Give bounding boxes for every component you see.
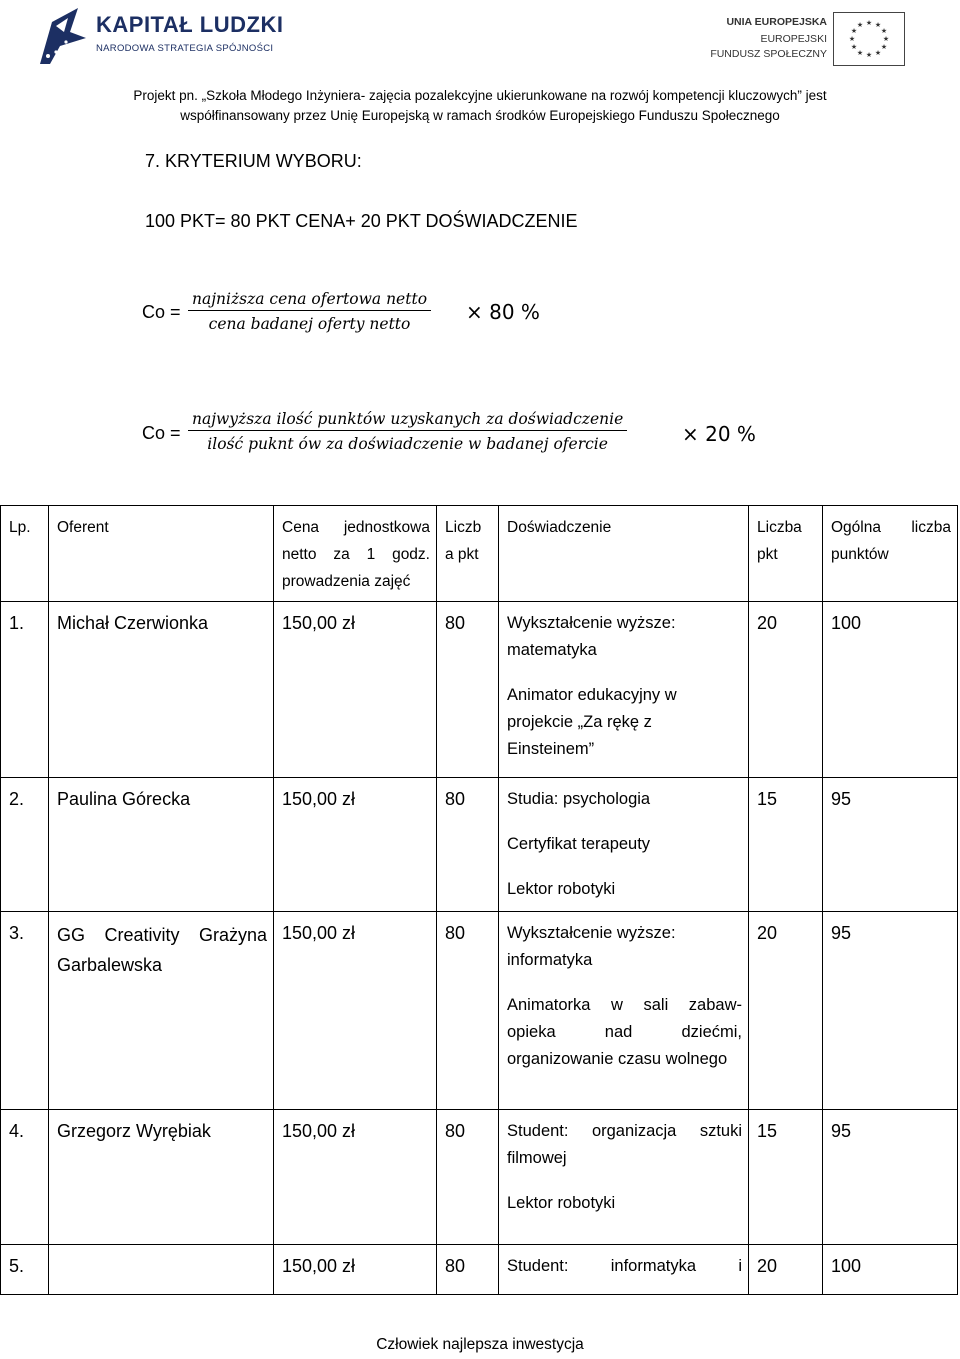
kl-logo-subtitle: NARODOWA STRATEGIA SPÓJNOŚCI [96,43,274,54]
formula-1-multiplier: × 80 % [466,300,540,324]
row-lp: 3. [1,912,49,1110]
row-doswiadczenie [499,1110,749,1245]
row-cena: 150,00 zł [274,1245,437,1295]
row-oferent: Paulina Górecka [49,778,274,912]
row-doswiadczenie [499,602,749,778]
experience-item: Student: informatyka i [507,1257,742,1275]
svg-text:★: ★ [865,51,873,59]
row-lp: 1. [1,602,49,778]
experience-item: Lektor robotyki [507,1194,616,1212]
svg-text:★: ★ [856,21,864,29]
formula-1-numerator: najniższa cena ofertowa netto [192,290,428,308]
header-liczba-pkt-cena: Liczb a pkt [437,506,499,602]
row-pkt-doswiadczenie: 20 [749,1245,823,1295]
header-oferent: Oferent [49,506,274,602]
experience-item: Studia: psychologia [507,790,651,808]
row-oferent: Grzegorz Wyrębiak [49,1110,274,1245]
row-lp: 5. [1,1245,49,1295]
row-pkt-cena: 80 [437,778,499,912]
row-cena: 150,00 zł [274,602,437,778]
project-description-line-1: Projekt pn. „Szkoła Młodego Inżyniera- zajęcia pozalekcyjne ukierunkowane na rozwój kompetencji kluczowych” jest [133,88,827,103]
experience-item: Certyfikat terapeuty [507,835,651,853]
table-row [1,1245,958,1295]
formula-2-lhs: Co = [142,423,181,443]
project-description-line-2: współfinansowany przez Unię Europejską w ramach środków Europejskiego Funduszu Społecznego [180,108,780,123]
svg-text:★: ★ [850,43,858,51]
formula-1-denominator: cena badanej oferty netto [208,315,411,333]
svg-text:★: ★ [882,35,890,43]
eu-logo-line-2: EUROPEJSKI [760,33,827,45]
row-cena: 150,00 zł [274,778,437,912]
row-pkt-doswiadczenie: 20 [749,912,823,1110]
svg-text:★: ★ [880,27,888,35]
svg-text:★: ★ [874,21,882,29]
points-formula: 100 PKT= 80 PKT CENA+ 20 PKT DOŚWIADCZENIE [145,211,578,231]
eu-logo [700,12,915,68]
svg-text:★: ★ [865,19,873,27]
row-suma: 95 [823,778,958,912]
formula-2-multiplier: × 20 % [682,422,756,446]
row-pkt-doswiadczenie: 15 [749,778,823,912]
header-doswiadczenie: Doświadczenie [499,506,749,602]
row-pkt-doswiadczenie: 15 [749,1110,823,1245]
svg-text:★: ★ [874,49,882,57]
eu-logo-line-3: FUNDUSZ SPOŁECZNY [710,48,827,60]
experience-item: Wykształcenie wyższe: matematyka [507,614,676,659]
row-doswiadczenie [499,912,749,1110]
row-oferent: GG Creativity Grażyna Garbalewska [49,912,274,1110]
section-heading: 7. KRYTERIUM WYBORU: [145,151,362,171]
header-lp: Lp. [1,506,49,602]
experience-item: Lektor robotyki [507,880,616,898]
table-row [1,1110,958,1245]
table-header-row [1,506,958,602]
kapital-ludzki-logo [30,2,284,66]
row-suma: 95 [823,912,958,1110]
formula-1-lhs: Co = [142,302,181,322]
row-pkt-cena: 80 [437,912,499,1110]
kl-logo-title: KAPITAŁ LUDZKI [96,12,284,37]
header-cena: Cena jednostkowa netto za 1 godz. prowadzenia zajęć [274,506,437,602]
header-ogolna-liczba-punktow: Ogólna liczba punktów [823,506,958,602]
row-oferent: Michał Czerwionka [49,602,274,778]
row-suma: 100 [823,602,958,778]
svg-text:★: ★ [880,43,888,51]
experience-item: Student: organizacja sztuki filmowej [507,1122,742,1167]
svg-text:★: ★ [848,35,856,43]
eu-logo-line-1: UNIA EUROPEJSKA [726,16,827,28]
row-suma: 95 [823,1110,958,1245]
row-oferent [49,1245,274,1295]
kapital-ludzki-emblem-icon [30,2,92,68]
formula-2-numerator: najwyższa ilość punktów uzyskanych za doświadczenie [192,410,624,428]
formula-1-fraction [188,290,431,333]
offers-table [0,505,958,1295]
experience-item: Animatorka w sali zabaw- opieka nad dziećmi, organizowanie czasu wolnego [507,996,742,1068]
eu-flag-icon [833,12,905,66]
row-doswiadczenie [499,1245,749,1295]
experience-item: Animator edukacyjny w projekcie „Za rękę z Einsteinem” [507,686,677,758]
row-cena: 150,00 zł [274,912,437,1110]
row-suma: 100 [823,1245,958,1295]
table-row [1,602,958,778]
row-lp: 2. [1,778,49,912]
table-row [1,912,958,1110]
row-lp: 4. [1,1110,49,1245]
header-liczba-pkt-doswiadczenie: Liczba pkt [749,506,823,602]
row-cena: 150,00 zł [274,1110,437,1245]
formula-2-denominator: ilość puknt ów za doświadczenie w badanej ofercie [207,435,608,453]
formula-2-fraction [188,410,627,453]
svg-text:★: ★ [850,27,858,35]
svg-text:★: ★ [856,49,864,57]
row-pkt-cena: 80 [437,602,499,778]
experience-item: Wykształcenie wyższe: informatyka [507,924,676,969]
row-pkt-cena: 80 [437,1110,499,1245]
table-row [1,778,958,912]
row-doswiadczenie [499,778,749,912]
row-pkt-cena: 80 [437,1245,499,1295]
footer-slogan: Człowiek najlepsza inwestycja [376,1336,584,1353]
row-pkt-doswiadczenie: 20 [749,602,823,778]
